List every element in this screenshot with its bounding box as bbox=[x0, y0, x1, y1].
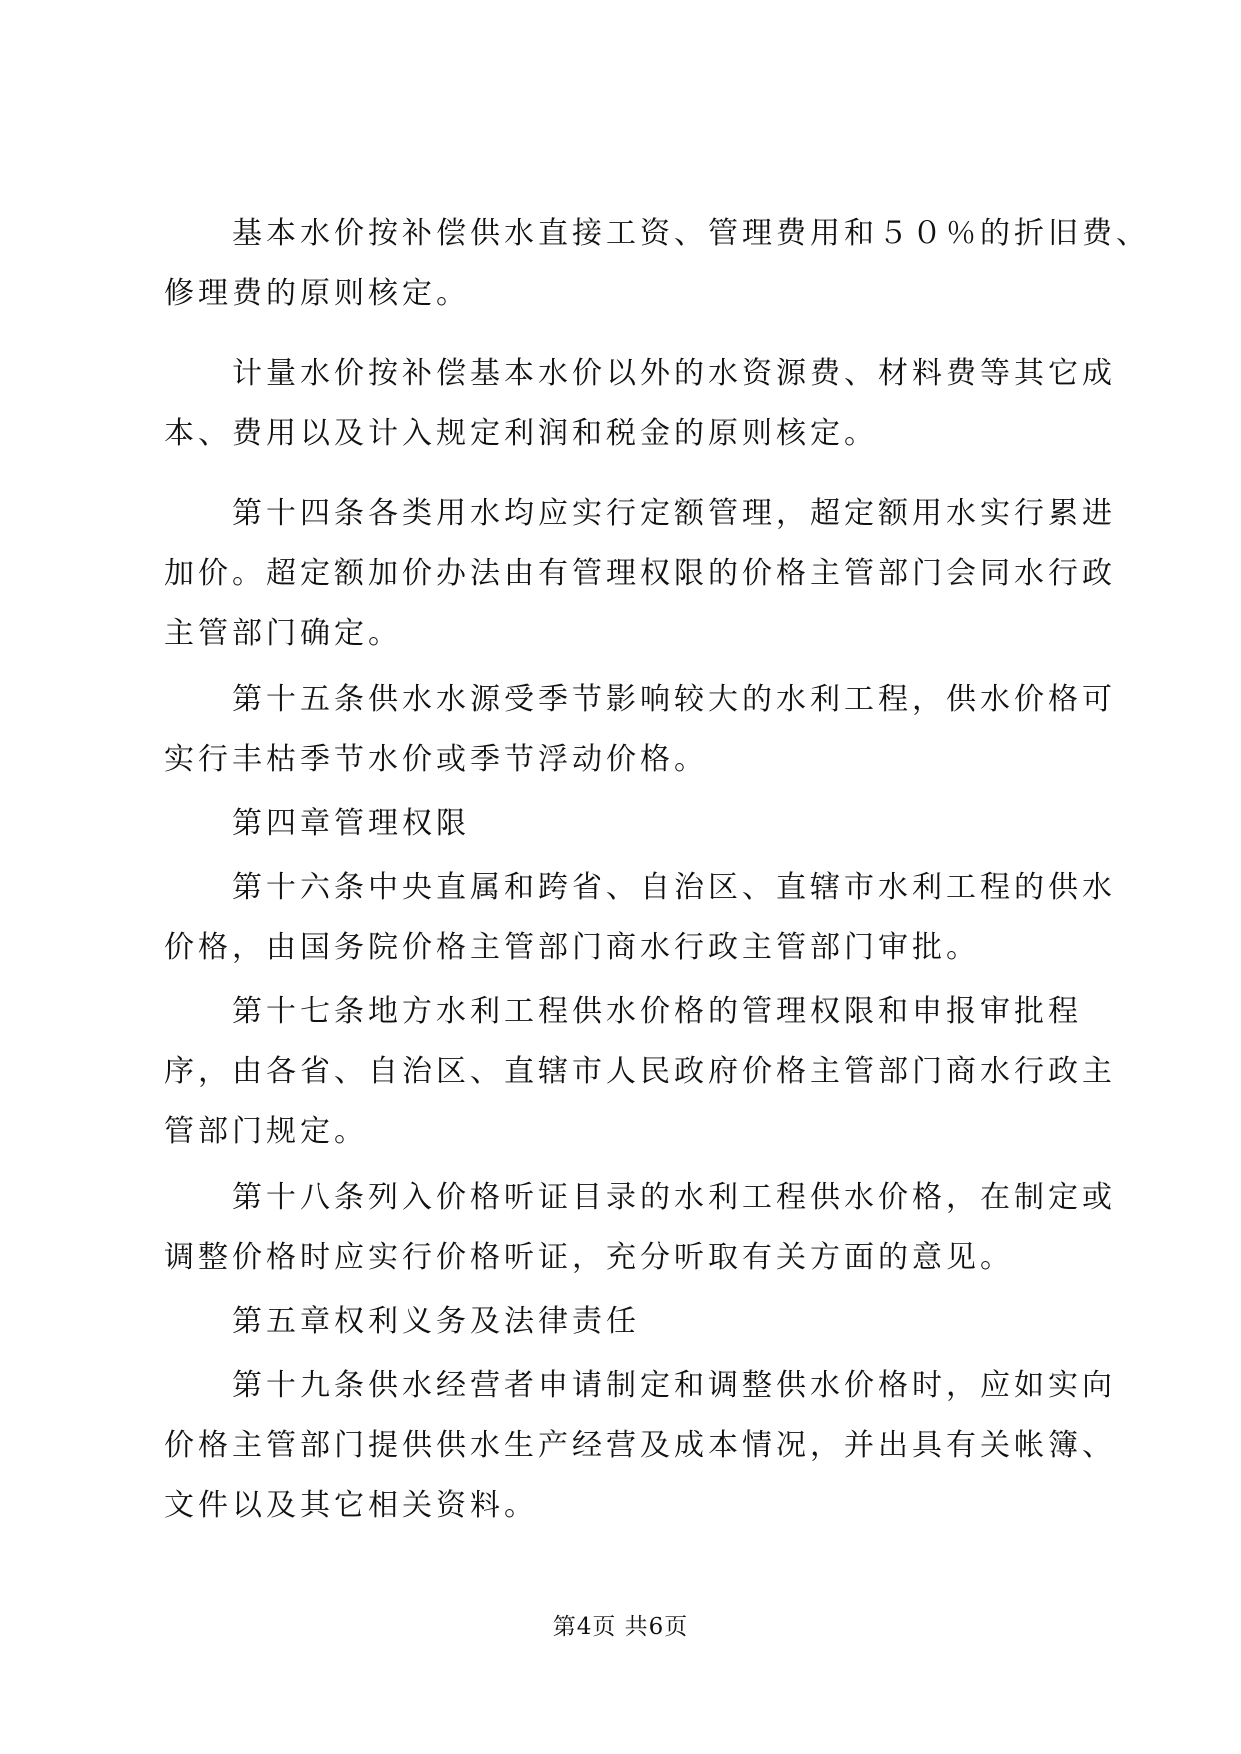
text-line: 第十九条供水经营者申请制定和调整供水价格时，应如实向 bbox=[232, 1368, 1116, 1403]
text-line: 计量水价按补偿基本水价以外的水资源费、材料费等其它成 bbox=[232, 356, 1116, 391]
text-line: 实行丰枯季节水价或季节浮动价格。 bbox=[164, 742, 708, 777]
text-line: 序，由各省、自治区、直辖市人民政府价格主管部门商水行政主 bbox=[164, 1054, 1116, 1089]
text-line: 第十七条地方水利工程供水价格的管理权限和申报审批程 bbox=[232, 994, 1082, 1029]
text-line: 价格，由国务院价格主管部门商水行政主管部门审批。 bbox=[164, 930, 980, 965]
page-number: 第4页 共6页 bbox=[552, 1614, 689, 1640]
text-line: 第十五条供水水源受季节影响较大的水利工程，供水价格可 bbox=[232, 682, 1116, 717]
text-line: 本、费用以及计入规定利润和税金的原则核定。 bbox=[164, 416, 878, 451]
text-line: 主管部门确定。 bbox=[164, 616, 402, 651]
text-line: 文件以及其它相关资料。 bbox=[164, 1488, 538, 1523]
text-line: 调整价格时应实行价格听证，充分听取有关方面的意见。 bbox=[164, 1240, 1014, 1275]
section-heading: 第四章管理权限 bbox=[232, 806, 470, 841]
text-line: 第十八条列入价格听证目录的水利工程供水价格，在制定或 bbox=[232, 1180, 1116, 1215]
text-line: 基本水价按补偿供水直接工资、管理费用和５０％的折旧费、 bbox=[232, 216, 1150, 251]
text-line: 管部门规定。 bbox=[164, 1114, 368, 1149]
text-line: 第十四条各类用水均应实行定额管理，超定额用水实行累进 bbox=[232, 496, 1116, 531]
text-line: 修理费的原则核定。 bbox=[164, 276, 470, 311]
text-line: 第十六条中央直属和跨省、自治区、直辖市水利工程的供水 bbox=[232, 870, 1116, 905]
text-line: 加价。超定额加价办法由有管理权限的价格主管部门会同水行政 bbox=[164, 556, 1116, 591]
section-heading: 第五章权利义务及法律责任 bbox=[232, 1304, 640, 1339]
text-line: 价格主管部门提供供水生产经营及成本情况，并出具有关帐簿、 bbox=[164, 1428, 1116, 1463]
